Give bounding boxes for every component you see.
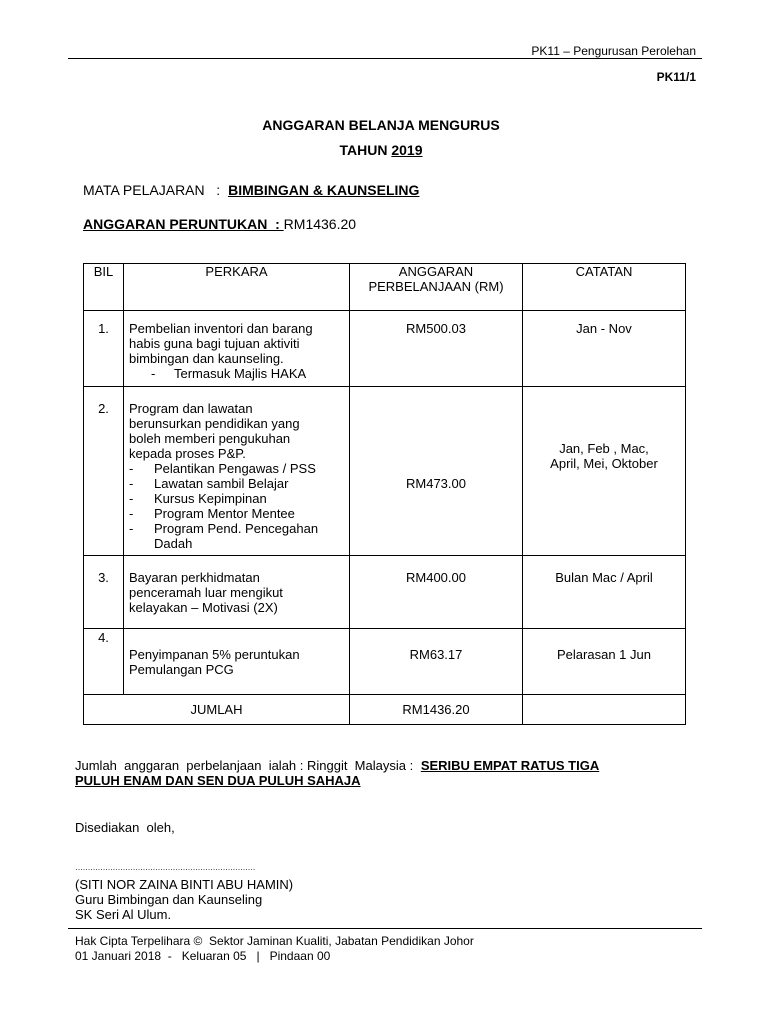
- row-bil: 4.: [84, 629, 124, 695]
- row-item: Penyimpanan 5% peruntukan Pemulangan PCG: [124, 629, 350, 695]
- total-row: [84, 695, 686, 725]
- total-note: [523, 695, 686, 725]
- signer-position: Guru Bimbingan dan Kaunseling: [75, 892, 263, 907]
- form-code: PK11/1: [656, 70, 696, 84]
- signer-name: (SITI NOR ZAINA BINTI ABU HAMIN): [75, 877, 294, 892]
- year-value: 2019: [391, 142, 423, 158]
- row-note: Pelarasan 1 Jun: [523, 629, 686, 695]
- row-item: Program dan lawatan berunsurkan pendidikan yang boleh memberi pengukuhan kepada proses P&P. - Pelantikan Pengawas / PSS - Lawatan sambil Belajar - Kursus Kepimpinan - Program Mentor Mentee - Program Pend. Pencegahan Dadah: [124, 387, 350, 556]
- signature-dots: ………………………………………………………………: [75, 863, 255, 872]
- header-bil: BIL: [84, 264, 124, 311]
- prepared-by: Disediakan oleh,: [75, 820, 175, 835]
- list-item: - Kursus Kepimpinan: [129, 491, 267, 506]
- list-item: - Lawatan sambil Belajar: [129, 476, 289, 491]
- list-item: - Termasuk Majlis HAKA: [151, 366, 307, 381]
- header-amount-line2: PERBELANJAAN (RM): [368, 279, 504, 294]
- subject-label: MATA PELAJARAN :: [83, 182, 221, 198]
- row-amount: RM500.03: [350, 311, 523, 387]
- total-label: JUMLAH: [84, 695, 350, 725]
- sub-item-list: [129, 461, 343, 551]
- row-amount: RM400.00: [350, 556, 523, 629]
- running-header: PK11 – Pengurusan Perolehan: [531, 44, 696, 58]
- header-note: CATATAN: [523, 264, 686, 311]
- sub-item-list: [129, 366, 343, 381]
- row-item: Pembelian inventori dan barang habis guna bagi tujuan aktiviti bimbingan dan kaunseling. - Termasuk Majlis HAKA: [124, 311, 350, 387]
- allocation-label: ANGGARAN PERUNTUKAN :: [83, 216, 284, 232]
- signer-school: SK Seri Al Ulum.: [75, 907, 172, 922]
- footer-release: 01 Januari 2018 - Keluaran 05 | Pindaan 00: [75, 949, 331, 963]
- footer-divider: [68, 928, 702, 929]
- row-bil: 1.: [84, 311, 124, 387]
- header-amount-line1: ANGGARAN: [398, 264, 474, 279]
- list-item: - Program Mentor Mentee: [129, 506, 295, 521]
- row-amount: RM473.00: [350, 387, 523, 556]
- words-value-line2: PULUH ENAM DAN SEN DUA PULUH SAHAJA: [75, 773, 361, 788]
- header-divider: [68, 58, 702, 59]
- row-note: Jan, Feb , Mac, April, Mei, Oktober: [523, 387, 686, 556]
- list-item: - Pelantikan Pengawas / PSS: [129, 461, 316, 476]
- words-label: Jumlah anggaran perbelanjaan ialah : Ringgit Malaysia :: [75, 758, 414, 773]
- signer-block: [75, 877, 293, 922]
- amount-in-words: [75, 758, 599, 788]
- allocation-value: RM1436.20: [283, 216, 357, 232]
- footer-copyright: Hak Cipta Terpelihara © Sektor Jaminan Kualiti, Jabatan Pendidikan Johor: [75, 934, 474, 948]
- budget-table: [83, 263, 686, 725]
- year-label: TAHUN: [339, 142, 388, 158]
- table-row: [84, 556, 686, 629]
- header-item: PERKARA: [124, 264, 350, 311]
- total-amount: RM1436.20: [350, 695, 523, 725]
- row-amount: RM63.17: [350, 629, 523, 695]
- table-header-row: [84, 264, 686, 311]
- row-bil: 2.: [84, 387, 124, 556]
- list-item: - Program Pend. Pencegahan Dadah: [129, 521, 319, 551]
- document-year-line: [0, 142, 762, 158]
- allocation-line: [83, 216, 356, 232]
- subject-line: [83, 182, 419, 198]
- header-amount: [350, 264, 523, 311]
- table-row: [84, 629, 686, 695]
- row-note: Bulan Mac / April: [523, 556, 686, 629]
- row-bil: 3.: [84, 556, 124, 629]
- document-title: ANGGARAN BELANJA MENGURUS: [262, 117, 500, 133]
- subject-value: BIMBINGAN & KAUNSELING: [228, 182, 420, 198]
- row-note: Jan - Nov: [523, 311, 686, 387]
- row-item: Bayaran perkhidmatan penceramah luar mengikut kelayakan – Motivasi (2X): [124, 556, 350, 629]
- table-row: [84, 311, 686, 387]
- table-row: [84, 387, 686, 556]
- words-value-line1: SERIBU EMPAT RATUS TIGA: [420, 758, 600, 773]
